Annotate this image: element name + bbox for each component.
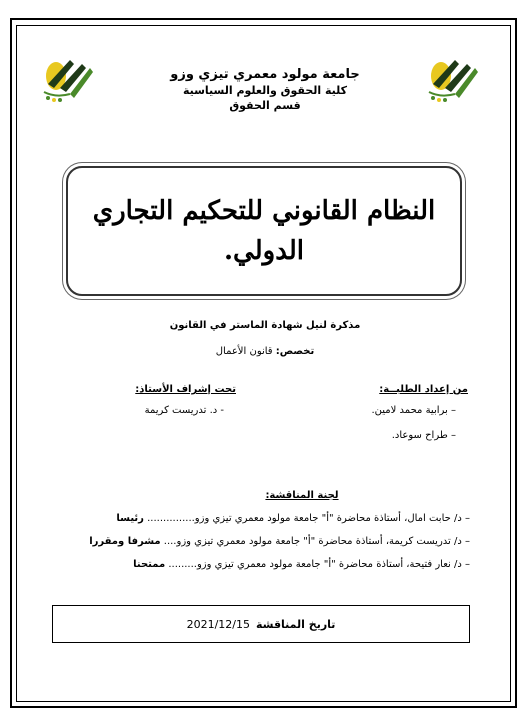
title-box bbox=[66, 166, 462, 296]
supervisor-name: - د. تدريست كريمة bbox=[144, 405, 224, 416]
committee-heading: لجنة المناقشة: bbox=[265, 490, 339, 501]
specialty-value: قانون الأعمال bbox=[215, 346, 273, 357]
committee-member bbox=[54, 553, 470, 576]
memo-description: مذكرة لنيل شهادة الماستر في القانون bbox=[169, 320, 361, 331]
member-text: – د/ نعار فتيحة، أستاذة محاضرة "أ" جامعة مولود معمري تيزي وزو......... bbox=[168, 559, 470, 570]
member-text: – د/ حابت امال، أستاذة محاضرة "أ" جامعة مولود معمري تيزي وزو............... bbox=[143, 513, 470, 524]
defense-date-value: 2021/12/15 bbox=[186, 617, 250, 631]
students-heading: من إعداد الطلبــة: bbox=[379, 384, 468, 395]
supervisor-section bbox=[56, 384, 236, 430]
member-role: ممتحنا bbox=[133, 559, 166, 570]
defense-date-label: تاريخ المناقشة bbox=[255, 617, 336, 631]
specialty-label: تخصص: bbox=[275, 346, 315, 357]
faculty-name: كلية الحقوق والعلوم السياسية bbox=[182, 84, 348, 97]
defense-date-box bbox=[52, 605, 470, 643]
specialty-line bbox=[60, 346, 470, 357]
student-item: – طراح سوعاد. bbox=[391, 430, 456, 441]
member-text: – د/ تدريست كريمة، أستاذة محاضرة "أ" جامعة مولود معمري تيزي وزو.... bbox=[160, 536, 470, 547]
student-item: – برابية محمد لامين. bbox=[371, 405, 456, 416]
page-frame-inner bbox=[16, 25, 511, 702]
committee-section bbox=[54, 490, 470, 576]
students-section bbox=[290, 384, 468, 455]
university-name: جامعة مولود معمري تيزي وزو bbox=[170, 67, 360, 82]
committee-member bbox=[54, 507, 470, 530]
university-logo-left bbox=[40, 54, 96, 104]
institution-header bbox=[120, 66, 410, 113]
supervisor-heading: تحت إشراف الأستاذ: bbox=[135, 384, 236, 395]
university-logo-right bbox=[425, 54, 481, 104]
logo-emblem bbox=[44, 60, 93, 102]
member-role: رئيسا bbox=[116, 513, 144, 524]
logo-emblem bbox=[429, 60, 478, 102]
committee-member bbox=[54, 530, 470, 553]
department-name: قسم الحقوق bbox=[229, 99, 301, 112]
thesis-title: النظام القانوني للتحكيم التجاري الدولي. bbox=[92, 196, 436, 266]
member-role: مشرفا ومقررا bbox=[89, 536, 161, 547]
